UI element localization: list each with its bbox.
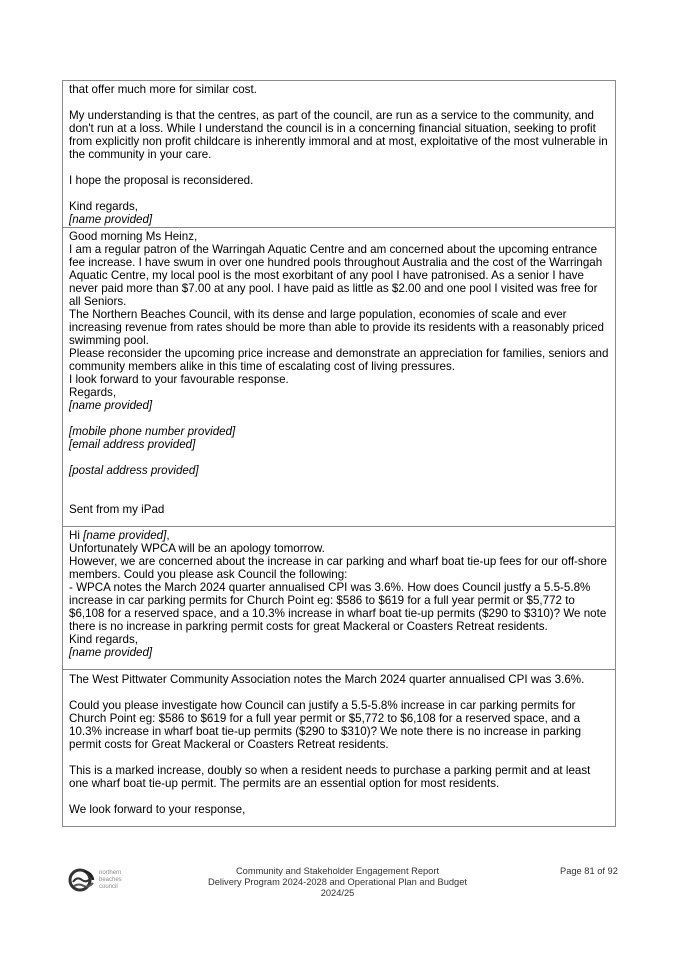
redacted-name: [name provided]: [69, 213, 153, 226]
council-logo: [68, 867, 138, 897]
email-signature: Sent from my iPad: [69, 503, 165, 516]
logo-wordmark: northern beaches council: [99, 870, 122, 890]
paragraph: This is a marked increase, doubly so when a resident needs to purchase a parking permit and at least one wharf boat tie-up permit. The permits are an essential option for most residents.: [69, 764, 591, 790]
sign-off: Regards,: [69, 386, 117, 399]
submission-cell-4: [63, 669, 615, 826]
redacted-name: [name provided]: [69, 646, 153, 659]
paragraph: Please reconsider the upcoming price increase and demonstrate an appreciation for families, seniors and community members alike in this time of escalating cost of living pressures.: [69, 347, 609, 373]
wave-logo-icon: [68, 867, 96, 893]
page-number: Page 81 of 92: [560, 866, 618, 876]
paragraph: I look forward to your favourable response.: [69, 373, 289, 386]
paragraph: - WPCA notes the March 2024 quarter annualised CPI was 3.6%. How does Council justfy a 5.5-5.8% increase in car parking permits for Church Point eg: $586 to $619 for a full year permit or $5,772 to $6,108 for a reserved space, and a 10.3% increase in wharf boat tie-up permits ($290 to $310)? We note there is no increase in parkring permit costs for great Mackeral or Coasters Retreat residents.: [69, 581, 607, 633]
paragraph: The West Pittwater Community Association notes the March 2024 quarter annualised CPI was 3.6%.: [69, 673, 585, 686]
greeting: Good morning Ms Heinz,: [69, 230, 198, 243]
page-footer: [0, 862, 675, 902]
redacted-address: [postal address provided]: [69, 464, 199, 477]
sign-off: Kind regards,: [69, 200, 138, 213]
sign-off: Kind regards,: [69, 633, 138, 646]
paragraph: that offer much more for similar cost.: [69, 83, 257, 96]
paragraph: I hope the proposal is reconsidered.: [69, 174, 254, 187]
paragraph: Could you please investigate how Council can justify a 5.5-5.8% increase in car parking permits for Church Point eg: $586 to $619 for a full year permit or $5,772 to $6,108 for a reserved space, and a 10.3% increase in wharf boat tie-up permits ($290 to $310)? We note there is no increase in parking permit costs for Great Mackeral or Coasters Retreat residents.: [69, 699, 582, 751]
submission-cell-2: [63, 227, 615, 526]
paragraph: The Northern Beaches Council, with its dense and large population, economies of scale and ever increasing revenue from rates should be more than able to provide its residents with a reasonably priced swimming pool.: [69, 308, 604, 347]
paragraph: My understanding is that the centres, as part of the council, are run as a service to the community, and don't run at a loss. While I understand the council is in a concerning financial situation, seeking to profit from explicitly non profit childcare is inherently immoral and at most, exploitative of the most vulnerable in the community in your care.: [69, 109, 608, 161]
paragraph: Unfortunately WPCA will be an apology tomorrow.: [69, 542, 325, 555]
redacted-email: [email address provided]: [69, 438, 196, 451]
greeting: Hi [name provided],: [69, 529, 170, 542]
sign-off: We look forward to your response,: [69, 803, 246, 816]
submission-cell-1: [63, 81, 615, 227]
paragraph: I am a regular patron of the Warringah Aquatic Centre and am concerned about the upcoming entrance fee increase. I have swum in over one hundred pools throughout Australia and the cost of the Warringah Aquatic Centre, my local pool is the most exorbitant of any pool I have patronised. As a senior I have never paid more than $7.00 at any pool. I have paid as little as $2.00 and one pool I visited was free for all Seniors.: [69, 243, 603, 308]
redacted-phone: [mobile phone number provided]: [69, 425, 236, 438]
submissions-table: [62, 80, 616, 827]
footer-report-title: Community and Stakeholder Engagement Report Delivery Program 2024-2028 and Operational Plan and Budget 2024/25: [208, 866, 467, 898]
redacted-name: [name provided]: [69, 399, 153, 412]
redacted-name: [name provided]: [83, 529, 167, 542]
paragraph: However, we are concerned about the increase in car parking and wharf boat tie-up fees for our off-shore members. Could you please ask Council the following:: [69, 555, 607, 581]
submission-cell-3: [63, 526, 615, 669]
